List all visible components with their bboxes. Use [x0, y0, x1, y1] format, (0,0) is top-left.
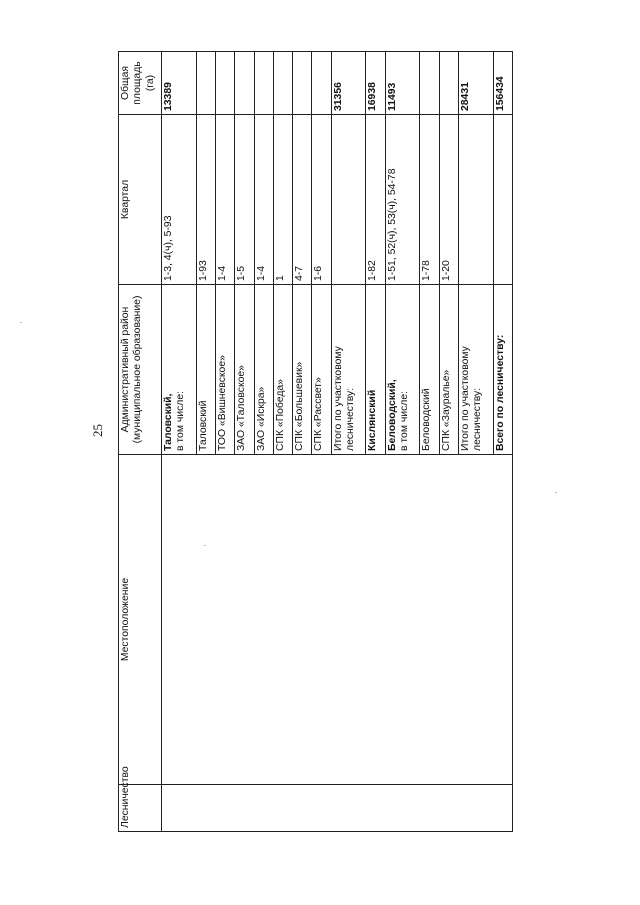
district-cell [420, 285, 439, 455]
district-name-bold: Кислянский [367, 389, 379, 451]
district-cell [331, 285, 366, 455]
district-cell [196, 285, 215, 455]
area-cell [273, 52, 292, 115]
district-cell [254, 285, 273, 455]
district-name: СПК «Большевик» [294, 361, 306, 451]
quarter-cell: 1-93 [196, 115, 215, 285]
district-cell [235, 285, 254, 455]
district-cell [273, 285, 292, 455]
quarter-cell [331, 115, 366, 285]
header-district: Административный район (муниципальное образование) [119, 285, 162, 455]
area-cell: 16938 [366, 52, 385, 115]
area-cell [254, 52, 273, 115]
scan-speck [555, 492, 557, 493]
quarter-cell: 1-20 [439, 115, 458, 285]
district-name-bold: Всего по лесничеству: [494, 334, 506, 451]
district-name: Итого по участковому лесничеству: [332, 346, 356, 451]
quarter-cell: 1-3, 4(ч), 5-93 [162, 115, 197, 285]
area-cell [235, 52, 254, 115]
district-cell [162, 285, 197, 455]
scan-speck [20, 322, 22, 323]
quarter-cell: 1-4 [254, 115, 273, 285]
forestry-cell [162, 785, 513, 832]
area-cell: 13389 [162, 52, 197, 115]
district-cell [293, 285, 312, 455]
district-name: СПК «Рассвет» [313, 377, 325, 451]
table-body [162, 52, 513, 832]
area-cell [312, 52, 331, 115]
area-cell [293, 52, 312, 115]
district-name: в том числе: [175, 391, 187, 451]
area-cell: 11493 [385, 52, 420, 115]
area-cell [439, 52, 458, 115]
area-cell: 156434 [493, 52, 512, 115]
table-row [162, 52, 197, 832]
district-cell [366, 285, 385, 455]
scan-speck [204, 545, 206, 546]
quarter-cell: 1 [273, 115, 292, 285]
header-location: Местоположение [119, 455, 162, 785]
header-area: Общая площадь (га) [119, 52, 162, 115]
header-forestry: Лесничество [119, 785, 162, 832]
area-cell [216, 52, 235, 115]
district-cell [216, 285, 235, 455]
area-cell: 31356 [331, 52, 366, 115]
district-name: СПК «Победа» [274, 379, 286, 451]
quarter-cell: 1-78 [420, 115, 439, 285]
district-name: Беловодский [421, 388, 433, 451]
quarter-cell [458, 115, 493, 285]
quarter-cell: 4-7 [293, 115, 312, 285]
quarter-cell: 1-82 [366, 115, 385, 285]
district-name: СПК «Зауралье» [440, 369, 452, 451]
district-cell [312, 285, 331, 455]
quarter-cell: 1-5 [235, 115, 254, 285]
quarter-cell: 1-4 [216, 115, 235, 285]
area-cell [196, 52, 215, 115]
district-name: Итого по участковому лесничеству: [459, 346, 484, 451]
quarter-cell [493, 115, 512, 285]
district-cell [493, 285, 512, 455]
area-cell [420, 52, 439, 115]
district-cell [458, 285, 493, 455]
district-name: ЗАО «Искра» [255, 386, 267, 451]
location-cell [162, 455, 513, 785]
district-name: ТОО «Вишневское» [217, 355, 229, 451]
district-name: в том числе: [398, 391, 410, 451]
table-header-row [119, 52, 162, 832]
page-number: 25 [90, 424, 105, 437]
district-name: ЗАО «Таловское» [236, 365, 248, 451]
forestry-table [118, 51, 513, 832]
header-quarter: Квартал [119, 115, 162, 285]
rotated-table-container [118, 52, 513, 832]
district-name-bold: Таловский, [163, 393, 174, 451]
quarter-cell: 1-6 [312, 115, 331, 285]
district-cell [439, 285, 458, 455]
district-name: Таловский [197, 400, 209, 451]
district-name-bold: Беловодский, [386, 379, 398, 451]
area-cell: 28431 [458, 52, 493, 115]
quarter-cell: 1-51, 52(ч), 53(ч), 54-78 [385, 115, 420, 285]
district-cell [385, 285, 420, 455]
